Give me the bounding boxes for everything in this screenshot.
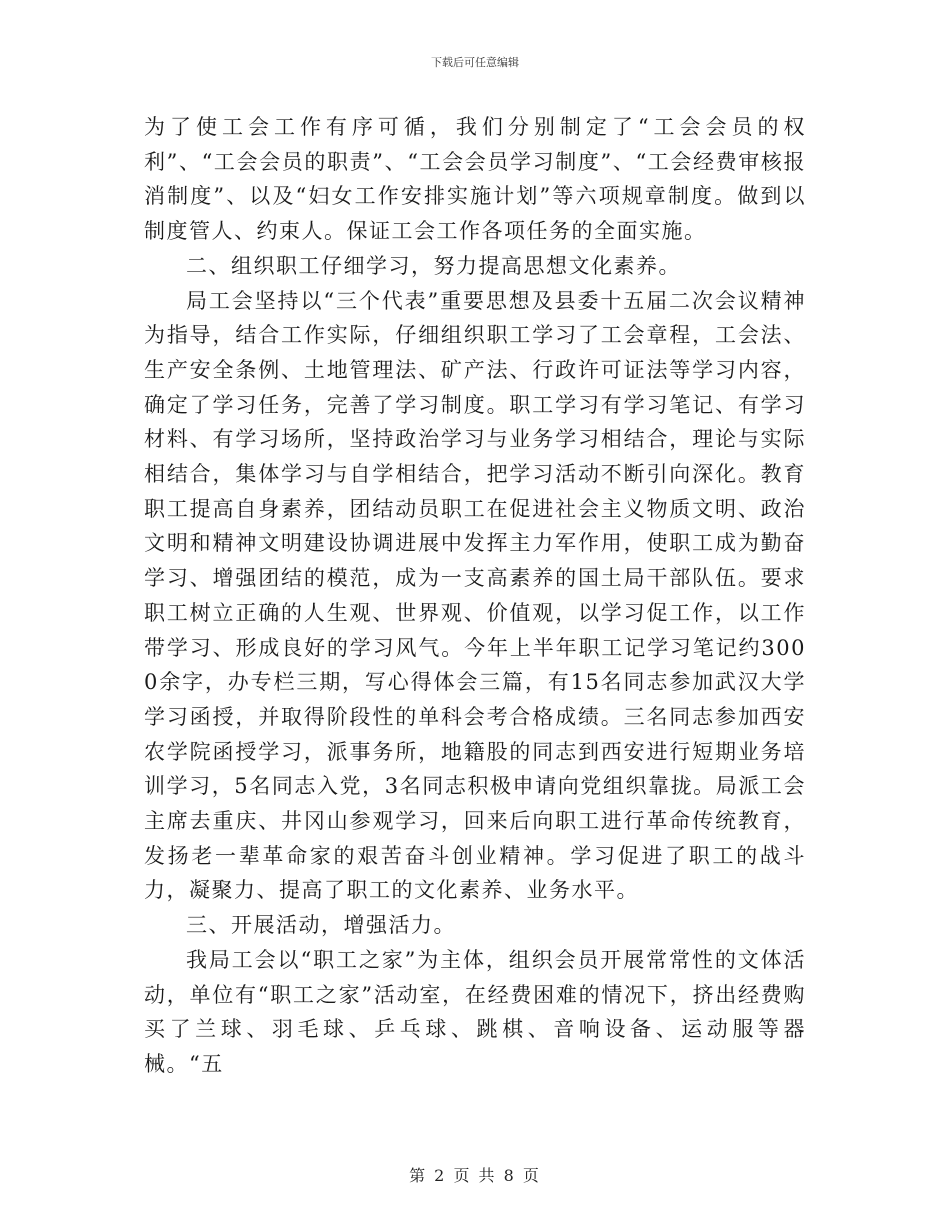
paragraph-activities: 我局工会以“职工之家”为主体，组织会员开展常常性的文体活动，单位有“职工之家”活动室，在经费困难的情况下，挤出经费购买了兰球、羽毛球、乒乓球、跳棋、音响设备、运动服等器械。“五 <box>144 947 806 1076</box>
page-number: 第 2 页 共 8 页 <box>409 1166 541 1185</box>
paragraph-rules: 为了使工会工作有序可循，我们分别制定了“工会会员的权利”、“工会会员的职责”、“工会会员学习制度”、“工会经费审核报消制度”、以及“妇女工作安排实施计划”等六项规章制度。做到以制度管人、约束人。保证工会工作各项任务的全面实施。 <box>144 115 806 244</box>
paragraph-study: 局工会坚持以“三个代表”重要思想及县委十五届二次会议精神为指导，结合工作实际，仔细组织职工学习了工会章程，工会法、生产安全条例、土地管理法、矿产法、行政许可证法等学习内容，确定了学习任务，完善了学习制度。职工学习有学习笔记、有学习材料、有学习场所，坚持政治学习与业务学习相结合，理论与实际相结合，集体学习与自学相结合，把学习活动不断引向深化。教育职工提高自身素养，团结动员职工在促进社会主义物质文明、政治文明和精神文明建设协调进展中发挥主力军作用，使职工成为勤奋学习、增强团结的模范，成为一支高素养的国土局干部队伍。要求职工树立正确的人生观、世界观、价值观，以学习促工作，以工作带学习、形成良好的学习风气。今年上半年职工记学习笔记约3000余字，办专栏三期，写心得体会三篇，有15名同志参加武汉大学学习函授，并取得阶段性的单科会考合格成绩。三名同志参加西安农学院函授学习，派事务所，地籍股的同志到西安进行短期业务培训学习，5名同志入党，3名同志积极申请向党组织靠拢。局派工会主席去重庆、井冈山参观学习，回来后向职工进行革命传统教育，发扬老一辈革命家的艰苦奋斗创业精神。学习促进了职工的战斗力，凝聚力、提高了职工的文化素养、业务水平。 <box>144 288 806 903</box>
document-body <box>144 110 806 1082</box>
page-header: 下载后可任意编辑 <box>431 56 519 69</box>
section-heading-2: 二、组织职工仔细学习，努力提高思想文化素养。 <box>186 253 681 278</box>
section-heading-3: 三、开展活动，增强活力。 <box>186 913 456 938</box>
